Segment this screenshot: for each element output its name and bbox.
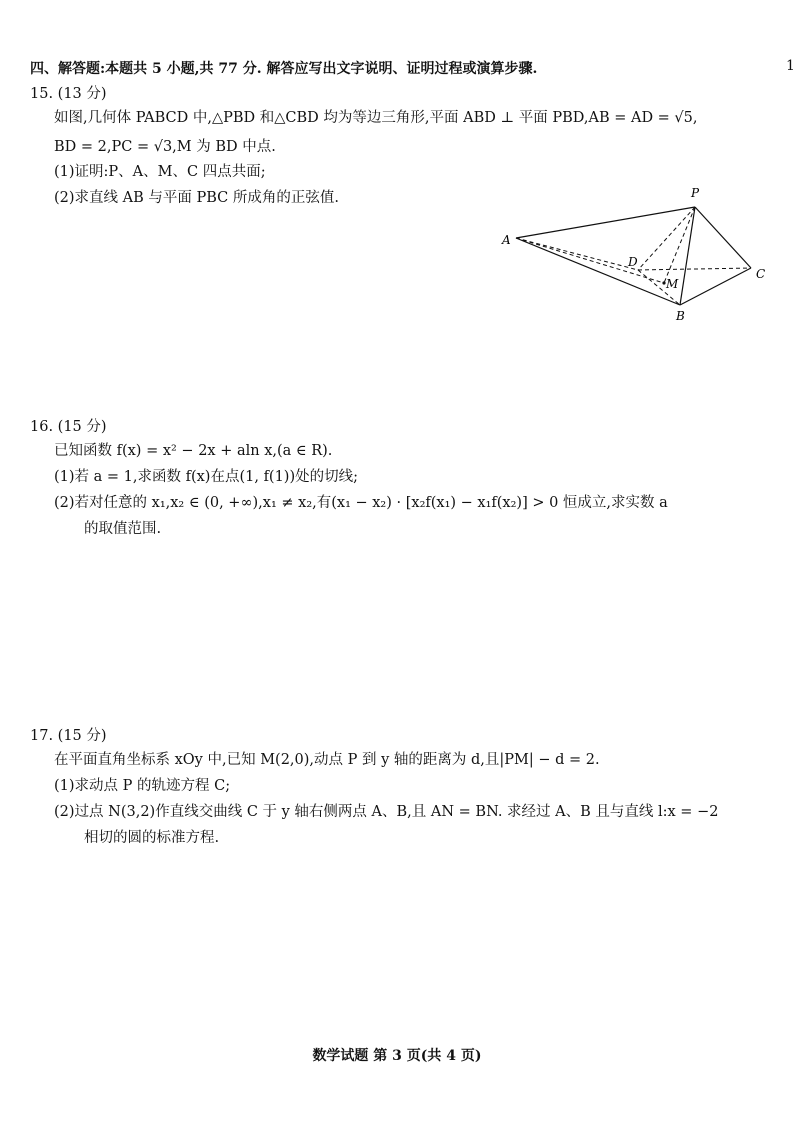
label-m: M	[666, 277, 679, 291]
q16-number: 16. (15 分)	[30, 419, 107, 435]
corner-page-number: 1	[786, 58, 795, 74]
section-header: 四、解答题:本题共 5 小题,共 77 分. 解答应写出文字说明、证明过程或演算步骤.	[30, 61, 538, 77]
edge-am	[516, 238, 664, 283]
q15-part1: (1)证明:P、A、M、C 四点共面;	[54, 164, 266, 180]
q16-part2-line2: 的取值范围.	[84, 521, 162, 537]
edge-ad	[516, 238, 638, 270]
q15-number: 15. (13 分)	[30, 86, 107, 102]
q17-number: 17. (15 分)	[30, 728, 107, 744]
label-c: C	[756, 267, 766, 281]
q17-part1: (1)求动点 P 的轨迹方程 C;	[54, 778, 231, 794]
q16-part2-line1: (2)若对任意的 x₁,x₂ ∈ (0, +∞),x₁ ≠ x₂,有(x₁ − x₂) · [x₂f(x₁) − x₁f(x₂)] > 0 恒成立,求实数 a	[54, 495, 668, 511]
q15-geometry-figure	[498, 182, 768, 322]
label-a: A	[502, 233, 511, 247]
edge-pm	[664, 207, 695, 283]
q15-stem-line1: 如图,几何体 PABCD 中,△PBD 和△CBD 均为等边三角形,平面 ABD ⊥ 平面 PBD,AB = AD = √5,	[54, 110, 698, 126]
q17-part2-line1: (2)过点 N(3,2)作直线交曲线 C 于 y 轴右侧两点 A、B,且 AN = BN. 求经过 A、B 且与直线 l:x = −2	[54, 804, 719, 820]
label-b: B	[676, 309, 685, 323]
q17-stem: 在平面直角坐标系 xOy 中,已知 M(2,0),动点 P 到 y 轴的距离为 d,且|PM| − d = 2.	[54, 752, 600, 768]
q17-part2-line2: 相切的圆的标准方程.	[84, 830, 220, 846]
page-footer: 数学试题 第 3 页(共 4 页)	[312, 1048, 482, 1064]
q16-stem: 已知函数 f(x) = x² − 2x + aln x,(a ∈ R).	[54, 443, 333, 459]
q15-stem-line2: BD = 2,PC = √3,M 为 BD 中点.	[54, 139, 276, 155]
edge-ap	[516, 207, 695, 238]
edge-ab	[516, 238, 680, 305]
q15-part2: (2)求直线 AB 与平面 PBC 所成角的正弦值.	[54, 190, 339, 206]
edge-pb	[680, 207, 695, 305]
edge-cb	[680, 268, 751, 305]
label-p: P	[691, 186, 700, 200]
edge-pc	[695, 207, 751, 268]
edge-dc	[638, 268, 751, 270]
q16-part1: (1)若 a = 1,求函数 f(x)在点(1, f(1))处的切线;	[54, 469, 359, 485]
label-d: D	[628, 255, 638, 269]
